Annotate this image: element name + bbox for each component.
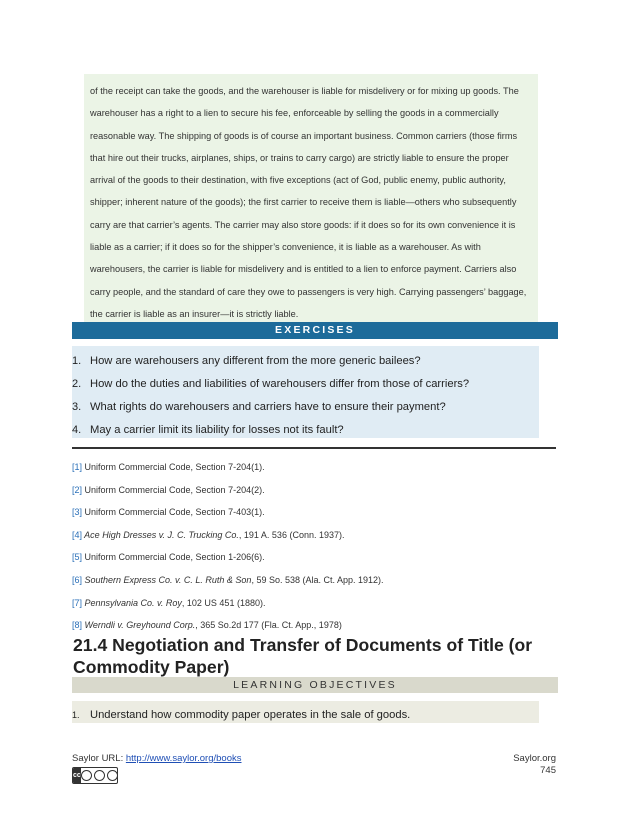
list-text: What rights do warehousers and carriers have to ensure their payment? [90,401,446,413]
list-text: Understand how commodity paper operates in the sale of goods. [90,709,411,721]
summary-text: of the receipt can take the goods, and the warehouser is liable for misdelivery or for mixing up goods. The warehouser has a right to a lien to secure his fee, enforceable by selling the goods in a commercially reasonable way. The shipping of goods is of course an important business. Common carriers (those firms that hire out their trucks, airplanes, ships, or trains to carry cargo) are strictly liable to ensure the proper arrival of the goods to their destination, with five exceptions (act of God, public enemy, public authority, shipper; inherent nature of the goods); the first carrier to receive them is liable—others who subsequently carry are that carrier’s agents. The carrier may also store goods: if it does so for its own convenience it is liable as a carrier; if it does so for the shipper’s convenience, it is liable as a warehouser. As with warehousers, the carrier is liable for misdelivery and is entitled to a lien to enforce payment. Carriers also carry people, and the standard of care they owe to passengers is very high. Carrying passengers’ baggage, the carrier is liable as an insurer—it is strictly liable. [90,86,527,319]
list-number: 4. [72,424,82,436]
footnote-ref-link[interactable]: [6] [72,574,83,585]
footnote [72,549,552,572]
footer-url-link[interactable]: http://www.saylor.org/books [125,753,242,764]
objective-item [72,701,539,729]
page-number: 745 [540,765,556,776]
exercise-item [72,396,539,419]
footer-left [72,753,242,784]
footnotes [72,459,552,640]
footer-right [513,753,556,777]
footnote-text: Uniform Commercial Code, Section 7-204(2). [82,484,265,495]
list-number: 3. [72,401,82,413]
list-number: 1. [72,355,82,367]
license-terms-icons [81,768,118,783]
footnote [72,482,552,505]
footnote [72,595,552,618]
footnote-ref-link[interactable]: [3] [72,507,83,518]
list-text: How are warehousers any different from the more generic bailees? [90,355,421,367]
cc-logo-icon: cc [73,768,81,783]
footnote [72,572,552,595]
footnote [72,459,552,482]
list-text: How do the duties and liabilities of warehousers differ from those of carriers? [90,378,470,390]
exercise-item [72,419,539,442]
footnote-text: , 365 So.2d 177 (Fla. Ct. App., 1978) [195,620,342,631]
learning-objectives-header: LEARNING OBJECTIVES [72,677,558,693]
exercises-box [72,346,539,438]
footnote-ref-link[interactable]: [2] [72,484,83,495]
footnote-ref-link[interactable]: [5] [72,552,83,563]
footnote-text: , 59 So. 538 (Ala. Ct. App. 1912). [251,574,384,585]
learning-objectives-box [72,701,539,723]
footnote-ref-link[interactable]: [7] [72,597,83,608]
section-heading: 21.4 Negotiation and Transfer of Documents of Title (or Commodity Paper) [73,635,533,677]
footer-url-label: Saylor URL: [72,753,126,764]
case-name: Ace High Dresses v. J. C. Trucking Co. [82,529,239,540]
key-takeaway-summary [84,74,538,322]
footnote-ref-link[interactable]: [4] [72,529,83,540]
case-name: Werndli v. Greyhound Corp. [82,620,196,631]
footnote-text: Uniform Commercial Code, Section 7-403(1). [82,507,265,518]
footnote-divider [72,447,556,449]
exercise-item [72,350,539,373]
footnote [72,527,552,550]
list-number: 1. [72,710,80,720]
creative-commons-license-icon[interactable] [72,767,118,784]
footnote-ref-link[interactable]: [1] [72,462,83,472]
footnote-text: Uniform Commercial Code, Section 1-206(6). [82,552,265,563]
exercises-list [72,346,539,442]
footnote-ref-link[interactable]: [8] [72,620,83,631]
list-number: 2. [72,378,82,390]
exercises-header: EXERCISES [72,322,558,339]
footnote-text: , 102 US 451 (1880). [181,597,266,608]
learning-objectives-list [72,701,539,729]
footnote-text: , 191 A. 536 (Conn. 1937). [238,529,345,540]
exercise-item [72,373,539,396]
case-name: Pennsylvania Co. v. Roy [82,597,182,608]
footnote-text: Uniform Commercial Code, Section 7-204(1). [82,462,265,472]
footer-site: Saylor.org [513,753,556,764]
footnote [72,504,552,527]
case-name: Southern Express Co. v. C. L. Ruth & Son [82,574,252,585]
list-text: May a carrier limit its liability for losses not its fault? [90,424,344,436]
